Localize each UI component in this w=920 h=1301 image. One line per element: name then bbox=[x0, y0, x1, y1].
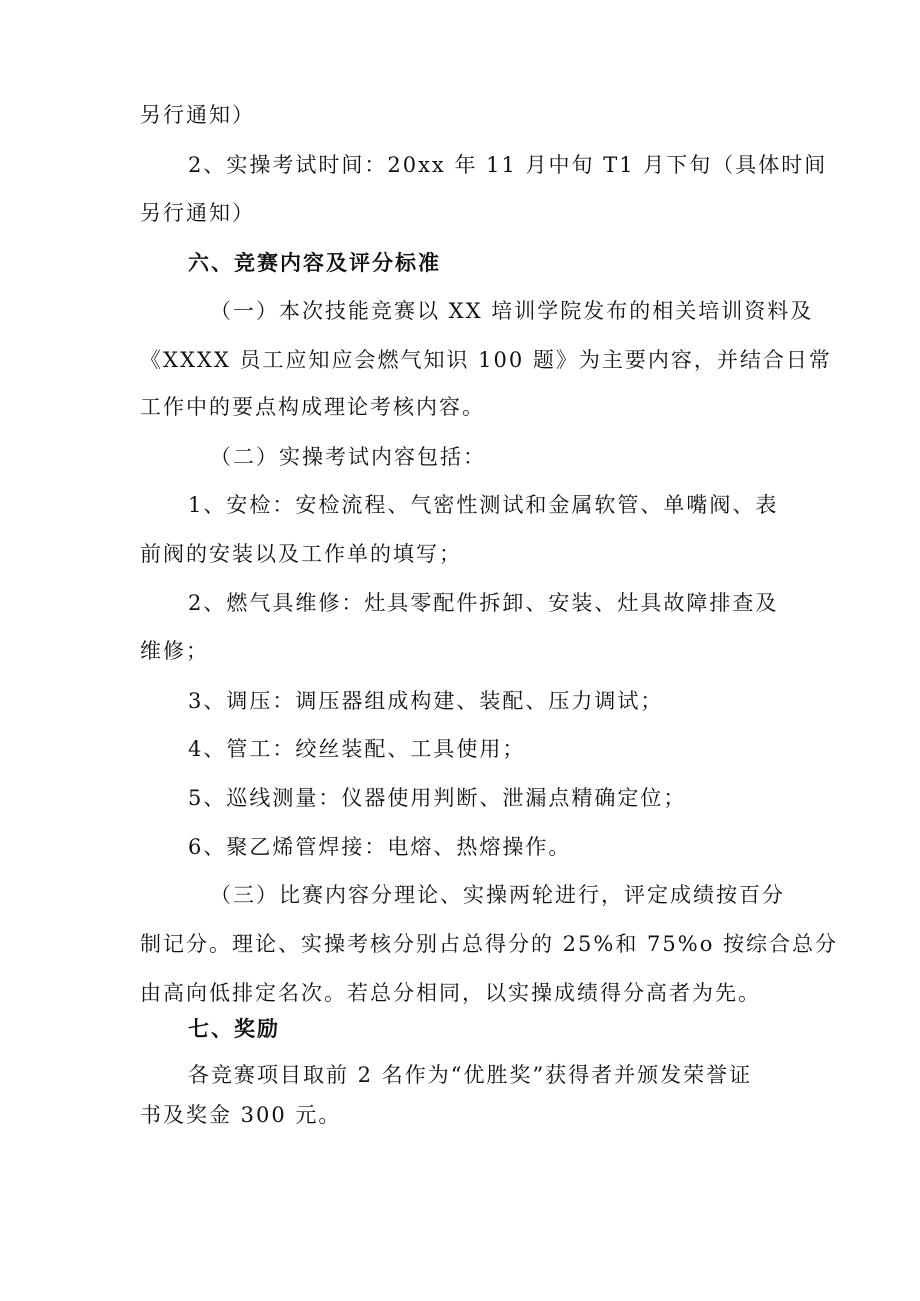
text-line: 2、实操考试时间：20xx 年 11 月中旬 T1 月下旬（具体时间 bbox=[188, 153, 828, 177]
text-line: （一）本次技能竞赛以 XX 培训学院发布的相关培训资料及 bbox=[210, 299, 814, 323]
text-line: 书及奖金 300 元。 bbox=[140, 1103, 342, 1127]
text-line: 《XXXX 员工应知应会燃气知识 100 题》为主要内容，并结合日常 bbox=[140, 348, 832, 372]
text-line: 另行通知） bbox=[140, 201, 255, 225]
text-line: 前阀的安装以及工作单的填写； bbox=[140, 542, 462, 566]
text-line: 2、燃气具维修：灶具零配件拆卸、安装、灶具故障排查及 bbox=[188, 591, 779, 615]
text-line: 5、巡线测量：仪器使用判断、泄漏点精确定位； bbox=[188, 786, 687, 810]
section-heading: 七、奖励 bbox=[188, 1016, 280, 1041]
text-line: 3、调压：调压器组成构建、装配、压力调试； bbox=[188, 689, 664, 713]
text-line: 1、安检：安检流程、气密性测试和金属软管、单嘴阀、表 bbox=[188, 493, 779, 517]
text-line: 另行通知） bbox=[140, 103, 255, 127]
text-line: 制记分。理论、实操考核分别占总得分的 25%和 75%o 按综合总分 bbox=[140, 932, 839, 956]
section-heading: 六、竞赛内容及评分标准 bbox=[188, 250, 441, 275]
text-line: （二）实操考试内容包括： bbox=[210, 445, 486, 469]
text-line: 工作中的要点构成理论考核内容。 bbox=[140, 395, 485, 419]
text-line: （三）比赛内容分理论、实操两轮进行，评定成绩按百分 bbox=[210, 883, 785, 907]
text-line: 维修； bbox=[140, 639, 209, 663]
text-line: 各竞赛项目取前 2 名作为“优胜奖”获得者并颁发荣誉证 bbox=[188, 1063, 753, 1087]
text-line: 4、管工：绞丝装配、工具使用； bbox=[188, 737, 526, 761]
text-line: 由高向低排定名次。若总分相同，以实操成绩得分高者为先。 bbox=[140, 981, 761, 1005]
text-line: 6、聚乙烯管焊接：电熔、热熔操作。 bbox=[188, 835, 572, 859]
